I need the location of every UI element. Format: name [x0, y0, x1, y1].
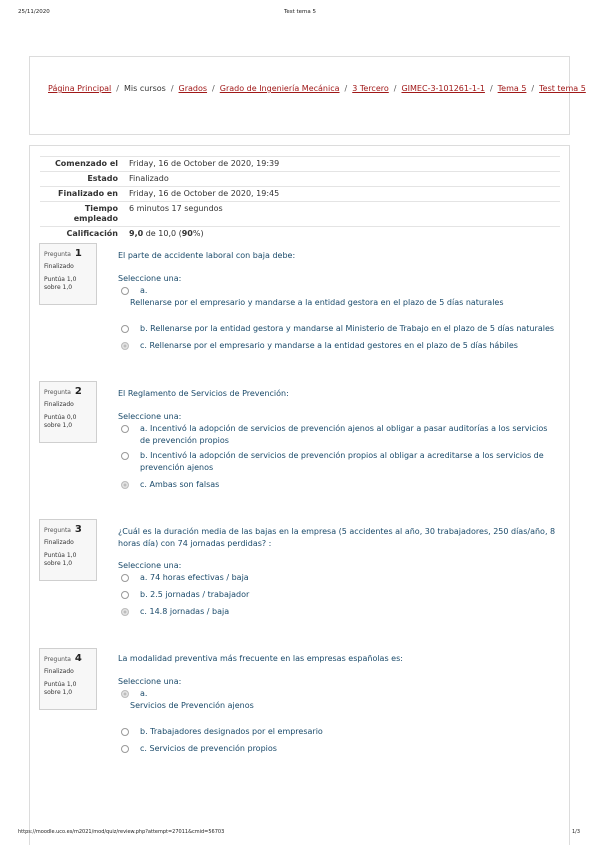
question-mark	[44, 552, 92, 568]
radio-button[interactable]	[121, 325, 129, 333]
radio-button[interactable]	[121, 728, 129, 736]
summary-value	[124, 227, 560, 242]
option-letter: c.	[140, 607, 147, 616]
question-state: Finalizado	[44, 263, 74, 270]
summary-value: Finalizado	[129, 174, 169, 183]
question-text: La modalidad preventiva más frecuente en las empresas españolas es:	[118, 654, 403, 663]
option-letter: b.	[140, 324, 148, 333]
radio-button[interactable]	[121, 425, 129, 433]
mark-line: Puntúa 1,0	[44, 681, 77, 688]
breadcrumb-quiz[interactable]: Test tema 5	[539, 84, 586, 93]
question-state: Finalizado	[44, 401, 74, 408]
radio-button-selected[interactable]	[121, 608, 129, 616]
option-letter: c.	[140, 744, 147, 753]
summary-label	[40, 202, 124, 227]
grade-score: 9,0	[129, 229, 144, 238]
mark-line: Puntúa 1,0	[44, 552, 77, 559]
question-content-4	[118, 653, 558, 755]
answer-option-c[interactable]	[118, 743, 558, 755]
mark-line: Puntúa 0,0	[44, 414, 77, 421]
answer-option-c[interactable]	[118, 606, 558, 618]
breadcrumb-topic[interactable]: Tema 5	[497, 84, 527, 93]
breadcrumb	[48, 84, 586, 93]
question-info-2	[39, 381, 97, 443]
question-number-value: 2	[74, 386, 82, 397]
option-letter: a.	[140, 573, 148, 582]
answer-option-c[interactable]	[118, 340, 558, 352]
question-number	[44, 248, 92, 259]
radio-button[interactable]	[121, 591, 129, 599]
summary-label: Finalizado en	[58, 189, 118, 198]
breadcrumb-separator: /	[170, 84, 174, 93]
option-text: Rellenarse por el empresario y mandarse a la entidad gestora en el plazo de 5 días naturales	[130, 298, 504, 307]
attempt-summary-table	[40, 156, 560, 241]
breadcrumb-separator: /	[116, 84, 119, 93]
mark-line: sobre 1,0	[44, 689, 73, 696]
breadcrumb-course[interactable]: GIMEC-3-101261-1-1	[401, 84, 485, 93]
answer-option-a[interactable]	[118, 423, 558, 447]
question-number-value: 1	[74, 248, 82, 259]
radio-button-selected[interactable]	[121, 481, 129, 489]
answer-prompt: Seleccione una:	[118, 274, 182, 283]
question-content-2	[118, 388, 558, 491]
option-text: Servicios de prevención propios	[149, 744, 277, 753]
answer-option-b[interactable]	[118, 589, 558, 601]
answer-option-b[interactable]	[118, 450, 558, 474]
grade-percent: 90	[181, 229, 193, 238]
breadcrumb-separator: /	[212, 84, 215, 93]
print-title: Test tema 5	[283, 9, 317, 15]
question-number	[44, 386, 92, 397]
question-mark	[44, 681, 92, 697]
breadcrumb-separator: /	[393, 84, 397, 93]
question-info-3	[39, 519, 97, 581]
answer-prompt: Seleccione una:	[118, 677, 182, 686]
breadcrumb-grados[interactable]: Grados	[178, 84, 208, 93]
option-letter: a.	[140, 689, 148, 698]
grade-suffix: %)	[192, 229, 204, 238]
breadcrumb-year[interactable]: 3 Tercero	[352, 84, 389, 93]
summary-row-started	[40, 157, 560, 172]
option-letter: b.	[140, 590, 148, 599]
answer-option-a[interactable]	[118, 572, 558, 584]
option-letter: c.	[140, 480, 147, 489]
question-mark	[44, 414, 92, 430]
print-header	[0, 9, 600, 21]
print-page-number: 1/3	[571, 829, 580, 835]
question-content-3	[118, 526, 558, 618]
question-number	[44, 653, 92, 664]
radio-button[interactable]	[121, 287, 129, 295]
answer-prompt: Seleccione una:	[118, 561, 182, 570]
question-mark	[44, 276, 92, 292]
radio-button[interactable]	[121, 745, 129, 753]
print-url: https://moodle.uco.es/m2021/mod/quiz/review.php?attempt=27011&cmid=56703	[18, 829, 225, 835]
answer-option-b[interactable]	[118, 323, 558, 335]
mark-line: sobre 1,0	[44, 560, 73, 567]
option-text: Ambas son falsas	[149, 480, 220, 489]
summary-label-line: Tiempo	[84, 204, 118, 213]
print-date: 25/11/2020	[18, 9, 50, 15]
question-number-value: 4	[74, 653, 82, 664]
question-prefix: Pregunta	[44, 527, 71, 534]
option-text: Servicios de Prevención ajenos	[130, 701, 254, 710]
summary-label-line: empleado	[73, 214, 118, 223]
breadcrumb-degree[interactable]: Grado de Ingeniería Mecánica	[219, 84, 340, 93]
option-text: Rellenarse por la entidad gestora y mandarse al Ministerio de Trabajo en el plazo de 5 días naturales	[150, 324, 555, 333]
question-number	[44, 524, 92, 535]
question-text: El Reglamento de Servicios de Prevención:	[118, 389, 289, 398]
breadcrumb-my-courses: Mis cursos	[123, 84, 166, 93]
summary-row-finished	[40, 187, 560, 202]
breadcrumb-separator: /	[344, 84, 348, 93]
summary-value: Friday, 16 de October de 2020, 19:39	[129, 159, 280, 168]
summary-label: Estado	[87, 174, 118, 183]
question-text: El parte de accidente laboral con baja debe:	[118, 251, 296, 260]
question-info-1	[39, 243, 97, 305]
option-text: Rellenarse por el empresario y mandarse a la entidad gestores en el plazo de 5 días hábiles	[149, 341, 518, 350]
answer-option-a[interactable]	[118, 285, 558, 309]
summary-label: Comenzado el	[54, 159, 118, 168]
option-text: Trabajadores designados por el empresario	[150, 727, 323, 736]
radio-button-selected[interactable]	[121, 342, 129, 350]
breadcrumb-separator: /	[531, 84, 535, 93]
mark-line: sobre 1,0	[44, 284, 73, 291]
grade-total: de 10,0 (	[143, 229, 182, 238]
answer-prompt: Seleccione una:	[118, 412, 182, 421]
option-letter: c.	[140, 341, 147, 350]
summary-row-grade	[40, 227, 560, 242]
option-text: Incentivó la adopción de servicios de prevención ajenos al obligar a pasar auditorías a los servicios de prevención propios	[140, 424, 548, 445]
mark-line: sobre 1,0	[44, 422, 73, 429]
option-letter: a.	[140, 424, 148, 433]
question-number-value: 3	[74, 524, 82, 535]
option-text: 2.5 jornadas / trabajador	[150, 590, 250, 599]
answer-option-b[interactable]	[118, 726, 558, 738]
question-prefix: Pregunta	[44, 389, 71, 396]
answer-option-c[interactable]	[118, 479, 558, 491]
option-letter: a.	[140, 286, 148, 295]
option-letter: b.	[140, 727, 148, 736]
question-state: Finalizado	[44, 668, 74, 675]
question-state: Finalizado	[44, 539, 74, 546]
breadcrumb-separator: /	[489, 84, 493, 93]
radio-button[interactable]	[121, 452, 129, 460]
option-text: Incentivó la adopción de servicios de prevención propios al obligar a acreditarse a los servicios de prevención ajenos	[140, 451, 544, 472]
question-prefix: Pregunta	[44, 656, 71, 663]
radio-button-selected[interactable]	[121, 690, 129, 698]
summary-row-state	[40, 172, 560, 187]
summary-row-time	[40, 202, 560, 227]
summary-label: Calificación	[66, 229, 118, 238]
mark-line: Puntúa 1,0	[44, 276, 77, 283]
question-info-4	[39, 648, 97, 710]
option-text: 14.8 jornadas / baja	[149, 607, 230, 616]
question-text: ¿Cuál es la duración media de las bajas en la empresa (5 accidentes al año, 30 trabajadores, 250 días/año, 8 horas día) con 74 jornadas perdidas? :	[118, 527, 556, 548]
question-content-1	[118, 250, 558, 352]
option-letter: b.	[140, 451, 148, 460]
answer-option-a[interactable]	[118, 688, 558, 712]
summary-value: 6 minutos 17 segundos	[129, 204, 223, 213]
question-prefix: Pregunta	[44, 251, 71, 258]
breadcrumb-container	[29, 56, 586, 135]
radio-button[interactable]	[121, 574, 129, 582]
option-text: 74 horas efectivas / baja	[150, 573, 249, 582]
breadcrumb-home[interactable]: Página Principal	[48, 84, 112, 93]
summary-value: Friday, 16 de October de 2020, 19:45	[129, 189, 280, 198]
